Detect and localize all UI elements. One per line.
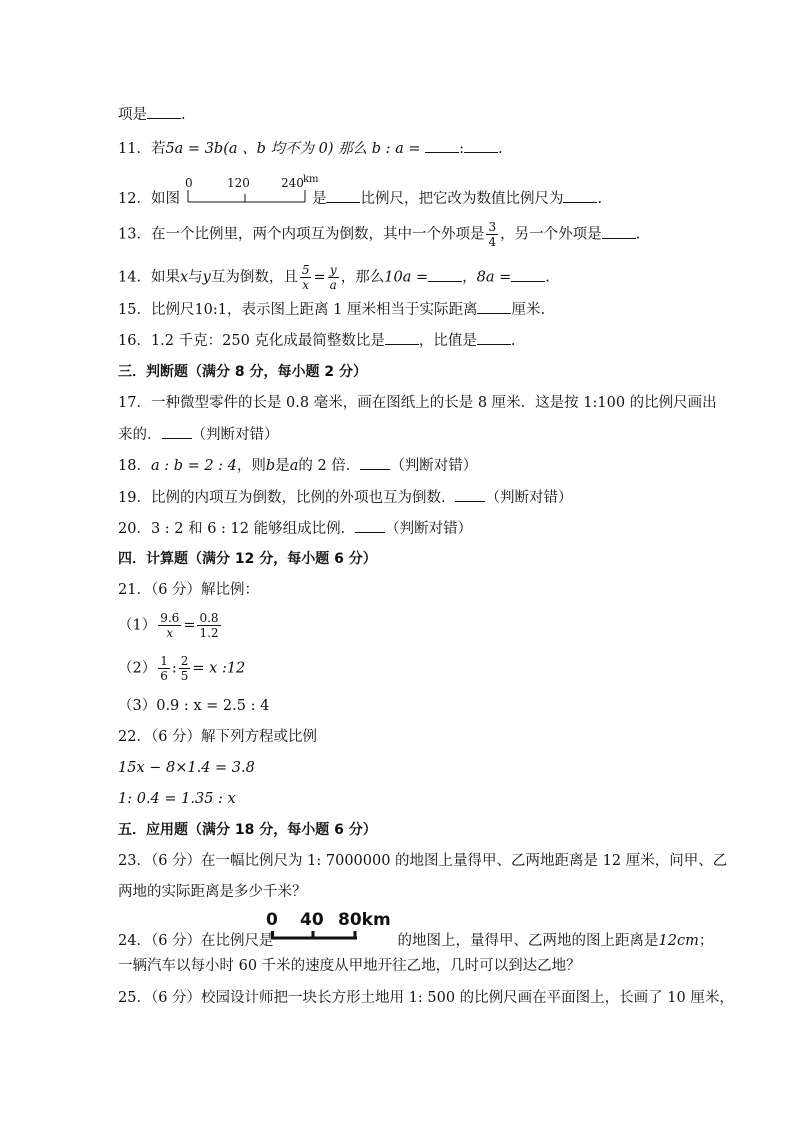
- question-text: 如图: [150, 191, 180, 207]
- question-11: [118, 138, 684, 159]
- q10-text: 项是: [118, 107, 147, 123]
- question-text: 19．比例的内项互为倒数，比例的外项也互为倒数．: [118, 490, 456, 506]
- scale-bar: [271, 930, 361, 942]
- question-19: [118, 487, 684, 508]
- part-label: （2）: [118, 660, 157, 677]
- question-text: 的 2 倍．: [298, 458, 361, 474]
- question-17-line1: 17．一种微型零件的长是 0.8 毫米，画在图纸上的长是 8 厘米．这是按 1:100 的比例尺画出: [118, 395, 717, 411]
- fraction-denominator: x: [166, 626, 174, 640]
- question-22-eq2: 1: 0.4 = 1.35 : x: [118, 791, 236, 807]
- ratio: 10:1: [194, 302, 228, 318]
- scale-tick-label: 120: [227, 176, 250, 190]
- expression: a : b = 2 : 4: [150, 458, 237, 474]
- answer-blank[interactable]: [477, 299, 511, 314]
- question-text: （判断对错）: [485, 490, 573, 506]
- fraction: [197, 611, 220, 640]
- equation: 5a = 3b(a 、b 均不为 0) 那么 b : a =: [165, 141, 421, 157]
- question-23-line2: 两地的实际距离是多少千米？: [118, 884, 307, 900]
- equals-sign: =: [183, 617, 196, 634]
- answer-blank[interactable]: [147, 104, 181, 119]
- question-number: 12．: [118, 191, 151, 207]
- question-text: ，另一个外项是: [500, 226, 602, 243]
- question-end: .: [597, 191, 603, 207]
- fraction: [328, 263, 339, 292]
- section-heading: 五．应用题（满分 18 分，每小题 6 分）: [118, 822, 377, 838]
- answer-blank[interactable]: [326, 188, 360, 203]
- question-end: .: [540, 302, 546, 318]
- question-text: 若: [150, 141, 166, 157]
- question-text: 与: [188, 269, 203, 286]
- question-22-title: 22．（6 分）解下列方程或比例: [118, 729, 318, 745]
- question-text: 是: [311, 191, 327, 207]
- fraction: [486, 220, 498, 249]
- q10-end: .: [181, 107, 186, 123]
- question-text: ，表示图上距离 1 厘米相当于实际距离: [227, 302, 478, 318]
- expression: = x :12: [192, 660, 246, 677]
- comma: ，: [462, 269, 477, 286]
- answer-blank[interactable]: [425, 138, 459, 153]
- answer-blank[interactable]: [464, 138, 498, 153]
- question-22-eq1: 15x − 8×1.4 = 3.8: [118, 760, 255, 776]
- question-23-line1: 23．（6 分）在一幅比例尺为 1: 7000000 的地图上量得甲、乙两地距离是 12 厘米，问甲、乙: [118, 853, 728, 869]
- variable-b: b: [265, 458, 276, 474]
- question-text: （判断对错）: [191, 427, 279, 443]
- expression: 8a =: [476, 269, 512, 286]
- question-text: ，比值是: [418, 333, 477, 349]
- question-number: 13．: [118, 226, 151, 243]
- question-17-line2: [118, 424, 684, 445]
- answer-blank[interactable]: [360, 455, 390, 470]
- expression: 10a =: [384, 269, 429, 286]
- question-text: 24．（6 分）在比例尺是: [118, 933, 274, 949]
- fraction-numerator: 0.8: [199, 611, 219, 625]
- answer-blank[interactable]: [477, 330, 511, 345]
- question-text: 比例尺: [150, 302, 195, 318]
- fraction: [158, 611, 181, 640]
- question-14: [118, 263, 684, 292]
- distance: 12cm: [658, 933, 699, 949]
- fraction: [179, 654, 191, 683]
- question-24-line2: 一辆汽车以每小时 60 千米的速度从甲地开往乙地，几时可以到达乙地？: [118, 958, 581, 974]
- ratio-separator: :: [171, 660, 177, 677]
- question-text: 的地图上，量得甲、乙两地的图上距离是: [397, 933, 659, 949]
- question-text: （判断对错）: [385, 521, 473, 537]
- question-20: [118, 518, 684, 539]
- section-heading: 三．判断题（满分 8 分，每小题 2 分）: [118, 364, 367, 380]
- question-25-line1: 25．（6 分）校园设计师把一块长方形土地用 1: 500 的比例尺画在平面图上，长画了 10 厘米，: [118, 990, 734, 1006]
- question-text: 来的．: [118, 427, 162, 443]
- question-text: ，则: [236, 458, 266, 474]
- line-scale-120km: [185, 174, 319, 204]
- question-text: 厘米: [511, 302, 541, 318]
- fraction-denominator: a: [329, 278, 337, 292]
- fraction-denominator: x: [302, 278, 310, 292]
- ratio-separator: :: [459, 141, 464, 157]
- fraction-denominator: 6: [160, 669, 168, 683]
- variable-x: x: [179, 269, 189, 286]
- fraction-denominator: 4: [488, 235, 497, 249]
- variable-a: a: [289, 458, 299, 474]
- fraction-numerator: 1: [160, 654, 168, 668]
- question-13: [118, 220, 684, 249]
- question-24-line1: [118, 931, 714, 951]
- question-16: [118, 330, 684, 351]
- answer-blank[interactable]: [355, 518, 385, 533]
- scale-tick-label: 80km: [338, 910, 391, 930]
- question-number: 14．: [118, 269, 151, 286]
- fraction-numerator: 5: [301, 263, 310, 277]
- question-number: 16．: [118, 333, 151, 349]
- scale-unit: km: [303, 174, 319, 185]
- question-text: 是: [275, 458, 290, 474]
- equals-sign: =: [313, 269, 326, 286]
- q10-tail: [118, 104, 684, 125]
- question-18: [118, 455, 684, 476]
- question-number: 11．: [118, 141, 151, 157]
- fraction-denominator: 5: [180, 669, 189, 683]
- question-15: [118, 299, 684, 320]
- scale-bar: [187, 190, 313, 204]
- answer-blank[interactable]: [428, 267, 462, 282]
- answer-blank[interactable]: [563, 188, 597, 203]
- question-21-part1: [118, 611, 684, 645]
- question-text: 在一个比例里，两个内项互为倒数，其中一个外项是: [150, 226, 485, 243]
- scale-tick-label: 40: [300, 910, 324, 930]
- answer-blank[interactable]: [602, 224, 636, 239]
- answer-blank[interactable]: [511, 267, 545, 282]
- fraction-numerator: 3: [488, 220, 497, 234]
- variable-y: y: [202, 269, 211, 286]
- question-number: 18．: [118, 458, 151, 474]
- question-text: 1.2 千克：250 克化成最简整数比是: [150, 333, 385, 349]
- part-label: （1）: [118, 617, 157, 634]
- answer-blank[interactable]: [385, 330, 419, 345]
- question-21-part3: （3）0.9 : x = 2.5 : 4: [118, 698, 270, 714]
- question-text: 如果: [150, 269, 180, 286]
- line-scale-40km: [266, 910, 391, 942]
- question-end: .: [498, 141, 503, 157]
- fraction: [300, 263, 312, 292]
- question-text: （判断对错）: [390, 458, 478, 474]
- question-21-title: 21．（6 分）解比例：: [118, 582, 260, 598]
- answer-blank[interactable]: [455, 487, 485, 502]
- fraction: [158, 654, 170, 683]
- answer-blank[interactable]: [162, 424, 192, 439]
- fraction-denominator: 1.2: [199, 626, 219, 640]
- question-end: .: [545, 269, 550, 286]
- question-21-part2: [118, 654, 684, 688]
- question-number: 15．: [118, 302, 151, 318]
- fraction-numerator: 2: [180, 654, 189, 668]
- question-text: 20．3 : 2 和 6 : 12 能够组成比例．: [118, 521, 356, 537]
- scale-tick-label: 0: [185, 176, 193, 190]
- question-text: 比例尺，把它改为数值比例尺为: [360, 191, 564, 207]
- scale-tick-label: 0: [266, 910, 278, 930]
- question-end: .: [510, 333, 516, 349]
- question-text: 互为倒数，且: [210, 269, 298, 286]
- question-text: ，那么: [340, 269, 385, 286]
- section-heading: 四．计算题（满分 12 分，每小题 6 分）: [118, 551, 377, 567]
- scale-tick-label: 240: [281, 176, 304, 190]
- question-end: .: [635, 226, 641, 243]
- question-end: ；: [698, 933, 714, 949]
- fraction-numerator: 9.6: [160, 611, 180, 625]
- fraction-numerator: y: [328, 263, 339, 278]
